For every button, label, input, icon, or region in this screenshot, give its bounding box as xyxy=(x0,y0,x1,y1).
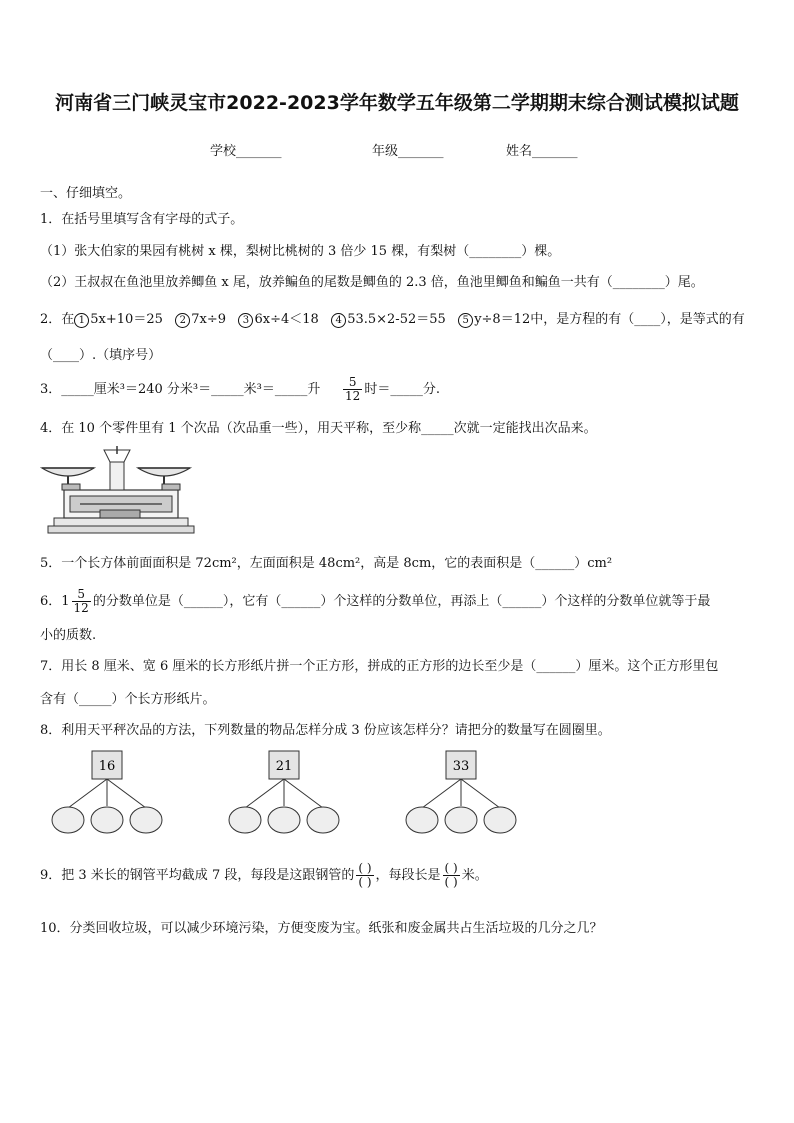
question-7-line1: 7．用长 8 厘米、宽 6 厘米的长方形纸片拼一个正方形，拼成的正方形的边长至少是（______）厘米。这个正方形里包 xyxy=(40,659,719,674)
page-title: 河南省三门峡灵宝市2022-2023学年数学五年级第二学期期末综合测试模拟试题 xyxy=(55,92,739,114)
q9-part2: ，每段长是 xyxy=(375,868,441,883)
q9-frac2-den: ( ) xyxy=(444,875,458,889)
q9-fraction-2 xyxy=(443,862,460,889)
q2-item-2-text: 7x÷9 xyxy=(191,312,227,327)
q2-item-5 xyxy=(458,312,530,327)
split-diagram-1 xyxy=(52,751,162,833)
question-8: 8．利用天平秤次品的方法，下列数量的物品怎样分成 3 份应该怎样分？请把分的数量写在圆圈里。 xyxy=(40,723,611,738)
q3-fraction xyxy=(343,376,362,403)
q6-frac-num: 5 xyxy=(72,588,91,602)
question-2-line1 xyxy=(40,308,745,328)
q6-prefix: 6．1 xyxy=(40,594,70,609)
question-6-line2: 小的质数. xyxy=(40,628,97,643)
grade-field: 年级_______ xyxy=(372,144,444,159)
circle-number-3: 3 xyxy=(238,313,253,328)
q9-frac1-den: ( ) xyxy=(358,875,372,889)
name-field: 姓名_______ xyxy=(506,144,578,159)
box-value-3: 33 xyxy=(452,759,470,774)
box-value-1: 16 xyxy=(98,759,116,774)
question-7-line2: 含有（_____）个长方形纸片。 xyxy=(40,692,216,707)
q2-item-2 xyxy=(175,312,226,327)
split-diagram-3 xyxy=(406,751,516,833)
box-value-2: 21 xyxy=(275,759,293,774)
circle-number-4: 4 xyxy=(331,313,346,328)
q6-rest: 的分数单位是（______），它有（______）个这样的分数单位，再添上（______）个这样的分数单位就等于最 xyxy=(92,594,711,609)
question-2-line2: （____）.（填序号） xyxy=(40,348,162,363)
split-diagrams xyxy=(40,746,540,838)
q2-item-3-text: 6x÷4＜18 xyxy=(254,312,319,327)
q9-frac2-num: ( ) xyxy=(444,861,458,875)
question-4: 4．在 10 个零件里有 1 个次品（次品重一些），用天平称，至少称_____次就一定能找出次品来。 xyxy=(40,421,597,436)
q9-fraction-1 xyxy=(356,862,373,889)
q2-item-1 xyxy=(74,312,163,327)
question-1-sub1: （1）张大伯家的果园有桃树 x 棵，梨树比桃树的 3 倍少 15 棵，有梨树（________）棵。 xyxy=(40,244,561,259)
q6-frac-den: 12 xyxy=(73,601,89,615)
q2-item-4-text: 53.5×2-52＝55 xyxy=(347,312,446,327)
circle-number-1: 1 xyxy=(74,313,89,328)
q9-part3: 米。 xyxy=(461,868,488,883)
question-1-sub2: （2）王叔叔在鱼池里放养鲫鱼 x 尾，放养鳊鱼的尾数是鲫鱼的 2.3 倍，鱼池里鲫鱼和鳊鱼一共有（________）尾。 xyxy=(40,275,704,290)
q2-prefix: 2．在 xyxy=(40,312,75,327)
q9-frac1-num: ( ) xyxy=(358,861,372,875)
circle-number-5: 5 xyxy=(458,313,473,328)
circle-number-2: 2 xyxy=(175,313,190,328)
q2-item-1-text: 5x+10＝25 xyxy=(90,312,163,327)
section-heading: 一、仔细填空。 xyxy=(40,186,132,201)
q6-fraction xyxy=(72,588,91,615)
balance-scale-image xyxy=(40,446,200,536)
question-6-line1 xyxy=(40,588,710,615)
q2-item-5-text: y÷8＝12 xyxy=(474,312,531,327)
q2-item-3 xyxy=(238,312,318,327)
q3-frac-den: 12 xyxy=(345,389,361,403)
question-5: 5．一个长方体前面面积是 72cm²，左面面积是 48cm²，高是 8cm，它的表面积是（______）cm² xyxy=(40,556,613,571)
question-10: 10．分类回收垃圾，可以减少环境污染，方便变废为宝。纸张和废金属共占生活垃圾的几分之几？ xyxy=(40,921,603,936)
split-diagram-2 xyxy=(229,751,339,833)
question-3 xyxy=(40,376,440,403)
q3-part2: 时＝_____分. xyxy=(364,382,440,397)
question-1-stem: 1．在括号里填写含有字母的式子。 xyxy=(40,212,244,227)
q3-frac-num: 5 xyxy=(343,376,362,390)
q2-suffix: 中，是方程的有（____），是等式的有 xyxy=(530,312,745,327)
q2-item-4 xyxy=(331,312,446,327)
q9-part1: 9．把 3 米长的钢管平均截成 7 段，每段是这跟钢管的 xyxy=(40,868,355,883)
school-field: 学校_______ xyxy=(210,144,282,159)
q3-part1: 3．_____厘米³＝240 分米³＝_____米³＝_____升 xyxy=(40,382,321,397)
question-9 xyxy=(40,862,488,889)
